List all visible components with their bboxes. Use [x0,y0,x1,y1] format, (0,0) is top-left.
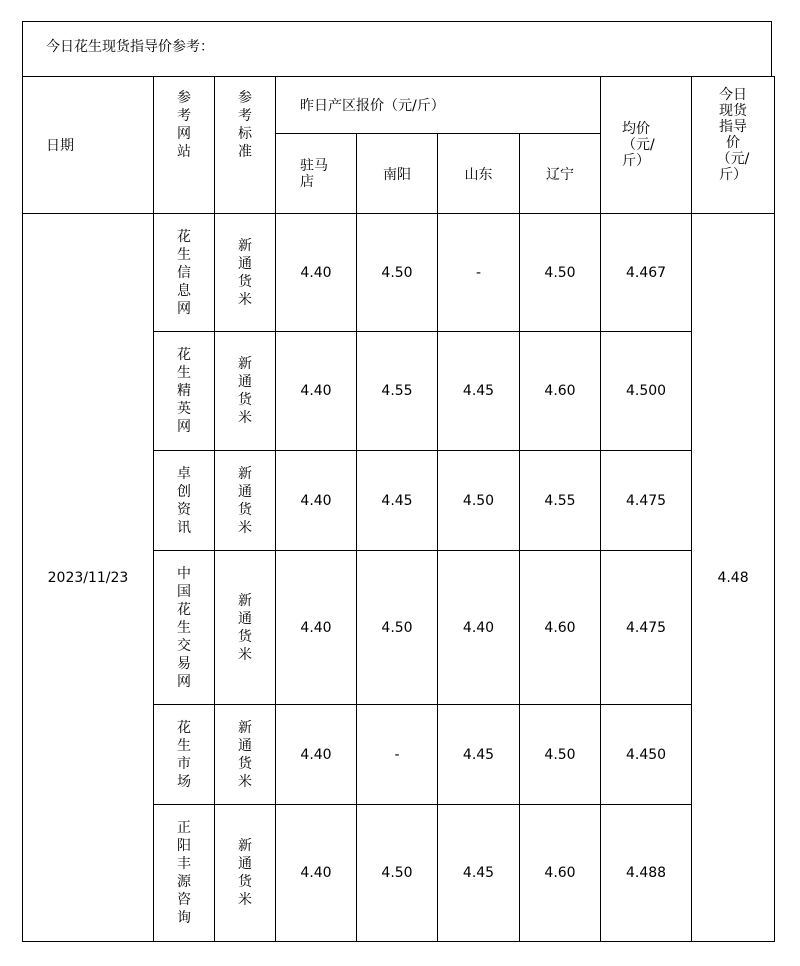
site-cell: 花生信息网 [154,214,215,332]
price-liaoning: 4.55 [520,451,601,551]
price-table [22,76,775,942]
standard-cell: 新通货米 [215,551,276,705]
price-nanyang: - [357,705,438,805]
site-cell: 正阳丰源咨询 [154,805,215,942]
header-average: 均价（元/斤） [601,77,692,214]
price-shandong: 4.40 [438,551,520,705]
price-zhumadian: 4.40 [276,451,357,551]
header-region-liaoning: 辽宁 [520,134,601,214]
header-region-zhumadian: 驻马店 [276,134,357,214]
price-average: 4.450 [601,705,692,805]
header-site: 参考网站 [154,77,215,214]
price-liaoning: 4.60 [520,805,601,942]
price-average: 4.500 [601,332,692,451]
price-shandong: 4.50 [438,451,520,551]
page-title: 今日花生现货指导价参考： [22,21,772,76]
price-average: 4.475 [601,551,692,705]
price-zhumadian: 4.40 [276,805,357,942]
header-region-shandong: 山东 [438,134,520,214]
date-cell: 2023/11/23 [23,214,154,942]
header-region-nanyang: 南阳 [357,134,438,214]
price-shandong: 4.45 [438,805,520,942]
site-cell: 花生精英网 [154,332,215,451]
price-zhumadian: 4.40 [276,705,357,805]
price-average: 4.467 [601,214,692,332]
header-standard: 参考标准 [215,77,276,214]
header-today: 今日现货指导价（元/斤） [692,77,775,214]
header-row-1 [23,77,775,134]
standard-cell: 新通货米 [215,214,276,332]
standard-cell: 新通货米 [215,805,276,942]
price-nanyang: 4.50 [357,551,438,705]
price-nanyang: 4.50 [357,214,438,332]
price-nanyang: 4.55 [357,332,438,451]
today-price-cell: 4.48 [692,214,775,942]
price-nanyang: 4.50 [357,805,438,942]
price-shandong: - [438,214,520,332]
price-liaoning: 4.60 [520,332,601,451]
site-cell: 卓创资讯 [154,451,215,551]
standard-cell: 新通货米 [215,451,276,551]
price-zhumadian: 4.40 [276,551,357,705]
table-row [23,214,775,332]
price-average: 4.488 [601,805,692,942]
standard-cell: 新通货米 [215,332,276,451]
price-zhumadian: 4.40 [276,214,357,332]
price-nanyang: 4.45 [357,451,438,551]
header-yesterday-group: 昨日产区报价（元/斤） [276,77,601,134]
price-shandong: 4.45 [438,705,520,805]
site-cell: 花生市场 [154,705,215,805]
site-cell: 中国花生交易网 [154,551,215,705]
price-liaoning: 4.60 [520,551,601,705]
standard-cell: 新通货米 [215,705,276,805]
price-liaoning: 4.50 [520,705,601,805]
price-shandong: 4.45 [438,332,520,451]
price-liaoning: 4.50 [520,214,601,332]
price-average: 4.475 [601,451,692,551]
price-zhumadian: 4.40 [276,332,357,451]
header-date: 日期 [23,77,154,214]
